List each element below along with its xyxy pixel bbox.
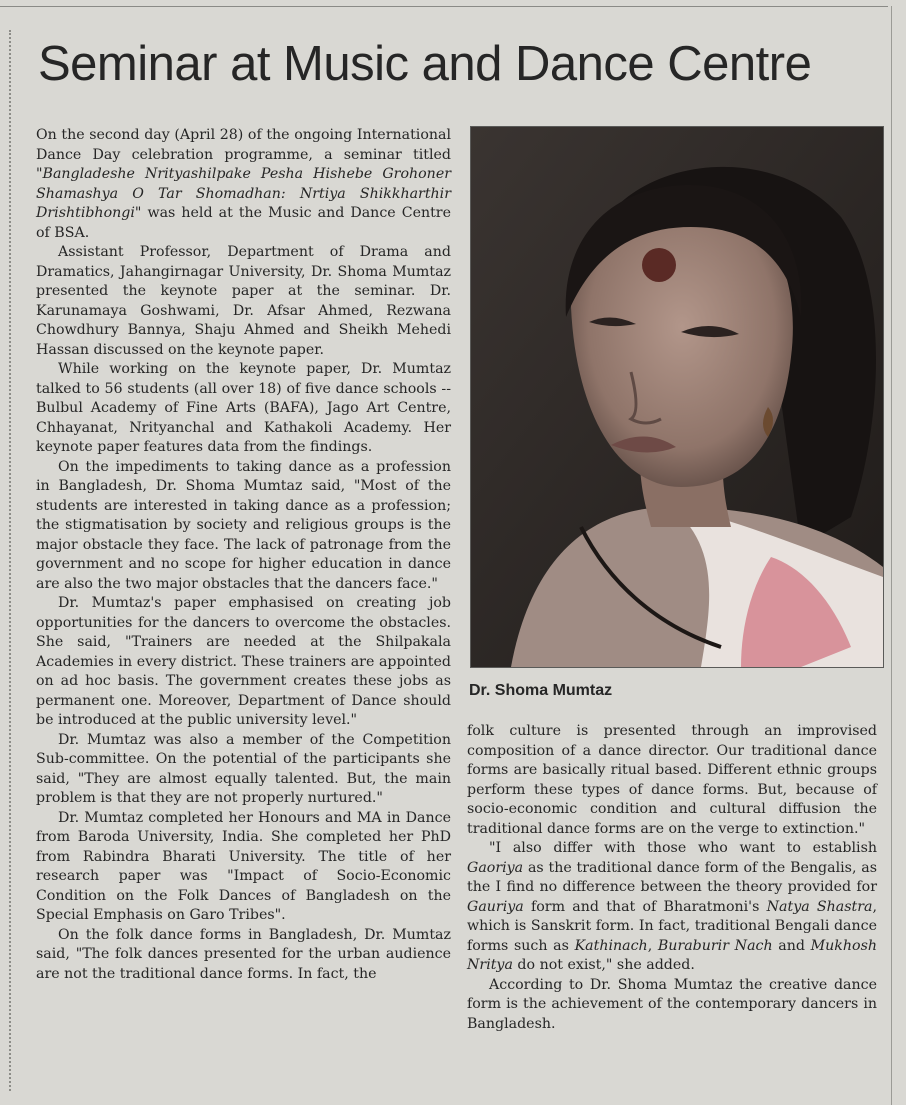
portrait-illustration	[471, 127, 883, 667]
paragraph-8: On the folk dance forms in Bangladesh, Dr. Mumtaz said, "The folk dances presented for the urban audience are not the traditional dance forms. In fact, the	[36, 926, 451, 982]
paragraph-5: Dr. Mumtaz's paper emphasised on creating job opportunities for the dancers to overcome the obstacles. She said, "Trainers are needed at the Shilpakala Academies in every district. These trainers are appointed on ad hoc basis. The government creates these jobs as permanent one. Moreover, Department of Dance should be introduced at the public university level."	[36, 595, 451, 728]
top-rule	[0, 6, 888, 7]
paragraph-1: On the second day (April 28) of the ongoing International Dance Day celebration programme, a seminar titled "Bangladeshe Nrityashilpake Pesha Hishebe Grohoner Shamashya O Tar Shomadhan: Nrtiya Shikkharthir Drishtibhongi" was held at the Music and Dance Centre of BSA.	[36, 127, 451, 241]
paragraph-2: Assistant Professor, Department of Drama and Dramatics, Jahangirnagar University, Dr. Shoma Mumtaz presented the keynote paper at the seminar. Dr. Karunamaya Goshwami, Dr. Afsar Ahmed, Rezwana Chowdhury Bannya, Shaju Ahmed and Sheikh Mehedi Hassan discussed on the keynote paper.	[36, 244, 451, 358]
paragraph-4: On the impediments to taking dance as a profession in Bangladesh, Dr. Shoma Mumtaz said, "Most of the students are interested in taking dance as a profession; the stigmatisation by society and religious groups is the major obstacle they face. The lack of patronage from the government and no scope for higher education in dance are also the two major obstacles that the dancers face."	[36, 458, 451, 592]
left-dotted-rule	[9, 30, 11, 1091]
photo-caption: Dr. Shoma Mumtaz	[469, 682, 613, 699]
right-paragraph-1: folk culture is presented through an improvised composition of a dance director. Our traditional dance forms are basically ritual based. Different ethnic groups perform these types of dance forms. But, because of socio-economic condition and cultural diffusion the traditional dance forms are on the verge to extinction."	[467, 723, 877, 837]
paragraph-6: Dr. Mumtaz was also a member of the Competition Sub-committee. On the potential of the participants she said, "They are almost equally talented. But, the main problem is that they are not properly nurtured."	[36, 731, 451, 806]
right-column	[467, 722, 877, 1034]
paragraph-3: While working on the keynote paper, Dr. Mumtaz talked to 56 students (all over 18) of five dance schools -- Bulbul Academy of Fine Arts (BAFA), Jago Art Centre, Chhayanat, Nrityanchal and Kathakoli Academy. Her keynote paper features data from the findings.	[36, 361, 451, 455]
left-column	[36, 126, 451, 984]
portrait-photo	[470, 126, 884, 668]
right-paragraph-3: According to Dr. Shoma Mumtaz the creative dance form is the achievement of the contemporary dancers in Bangladesh.	[467, 976, 877, 1032]
right-paragraph-2: "I also differ with those who want to establish Gaoriya as the traditional dance form of the Bengalis, as the I find no difference between the theory provided for Gauriya form and that of Bharatmoni's Natya Shastra, which is Sanskrit form. In fact, traditional Bengali dance forms such as Kathinach, Buraburir Nach and Mukhosh Nritya do not exist," she added.	[467, 840, 877, 973]
headline: Seminar at Music and Dance Centre	[38, 37, 812, 91]
paragraph-7: Dr. Mumtaz completed her Honours and MA in Dance from Baroda University, India. She completed her PhD from Rabindra Bharati University. The title of her research paper was "Impact of Socio-Economic Condition on the Folk Dances of Bangladesh on the Special Emphasis on Garo Tribes".	[36, 809, 451, 923]
right-rule	[891, 6, 892, 1105]
